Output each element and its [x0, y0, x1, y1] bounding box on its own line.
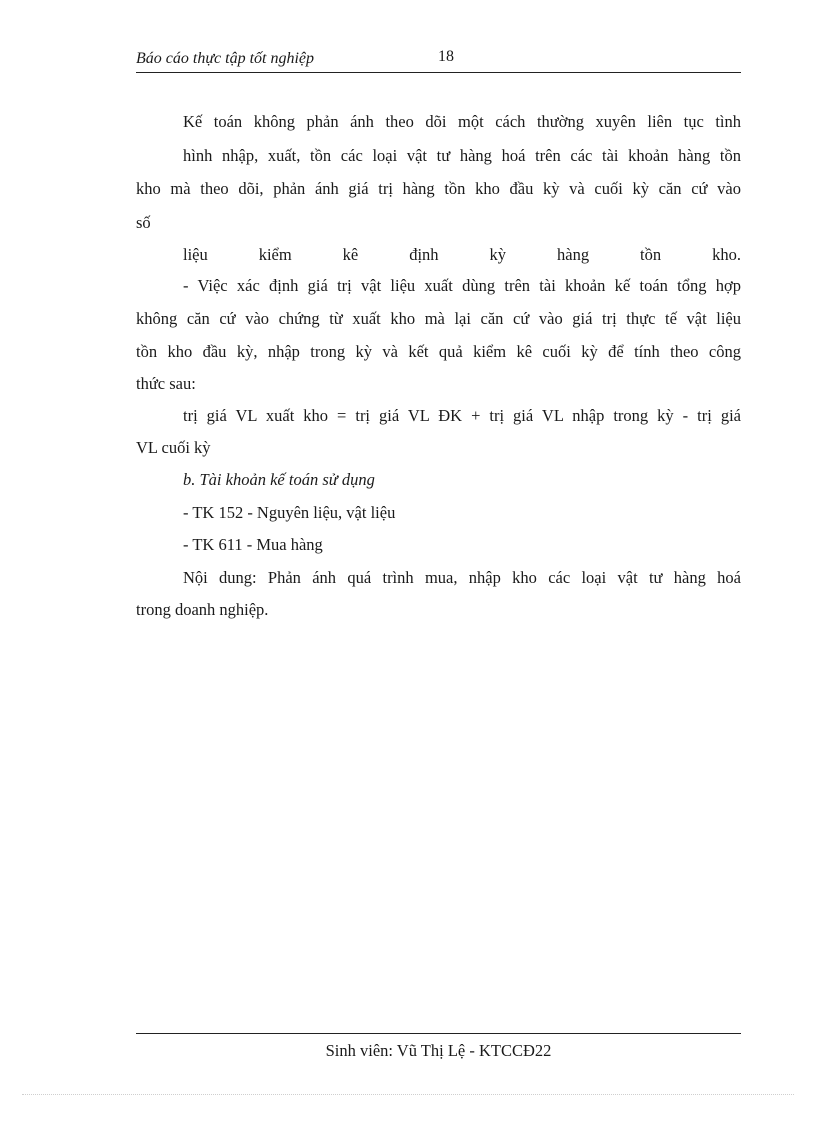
- paragraph-line: trong doanh nghiệp.: [136, 600, 269, 619]
- paragraph-line: - Việc xác định giá trị vật liệu xuất dùng trên tài khoản kế toán tổng hợp: [183, 276, 741, 295]
- paragraph-line: số: [136, 213, 151, 232]
- paragraph-line: Kế toán không phản ánh theo dõi một cách thường xuyên liên tục tình: [183, 112, 741, 131]
- list-item: - TK 611 - Mua hàng: [183, 535, 323, 554]
- paragraph-line: hình nhập, xuất, tồn các loại vật tư hàng hoá trên các tài khoản hàng tồn: [183, 146, 741, 165]
- section-heading: b. Tài khoản kế toán sử dụng: [183, 470, 375, 489]
- paragraph-line: Nội dung: Phản ánh quá trình mua, nhập kho các loại vật tư hàng hoá: [183, 568, 741, 587]
- formula-line: VL cuối kỳ: [136, 438, 211, 457]
- paragraph-line: liệu kiểm kê định kỳ hàng tồn kho.: [183, 245, 741, 264]
- paragraph-line: kho mà theo dõi, phản ánh giá trị hàng tồn kho đầu kỳ và cuối kỳ căn cứ vào: [136, 179, 741, 198]
- page-header: [136, 48, 741, 73]
- formula-line: trị giá VL xuất kho = trị giá VL ĐK + trị giá VL nhập trong kỳ - trị giá: [183, 406, 741, 425]
- page-footer: [136, 1033, 741, 1060]
- paragraph-line: không căn cứ vào chứng từ xuất kho mà lại căn cứ vào giá trị thực tế vật liệu: [136, 309, 741, 328]
- header-title: Báo cáo thực tập tốt nghiệp: [136, 50, 315, 67]
- paragraph-line: thức sau:: [136, 374, 196, 393]
- page-edge-divider: [22, 1094, 794, 1095]
- footer-author: Sinh viên: Vũ Thị Lệ - KTCCĐ22: [325, 1041, 552, 1060]
- paragraph-line: tồn kho đầu kỳ, nhập trong kỳ và kết quả kiểm kê cuối kỳ để tính theo công: [136, 342, 741, 361]
- page-number: 18: [438, 48, 454, 65]
- list-item: - TK 152 - Nguyên liệu, vật liệu: [183, 503, 396, 522]
